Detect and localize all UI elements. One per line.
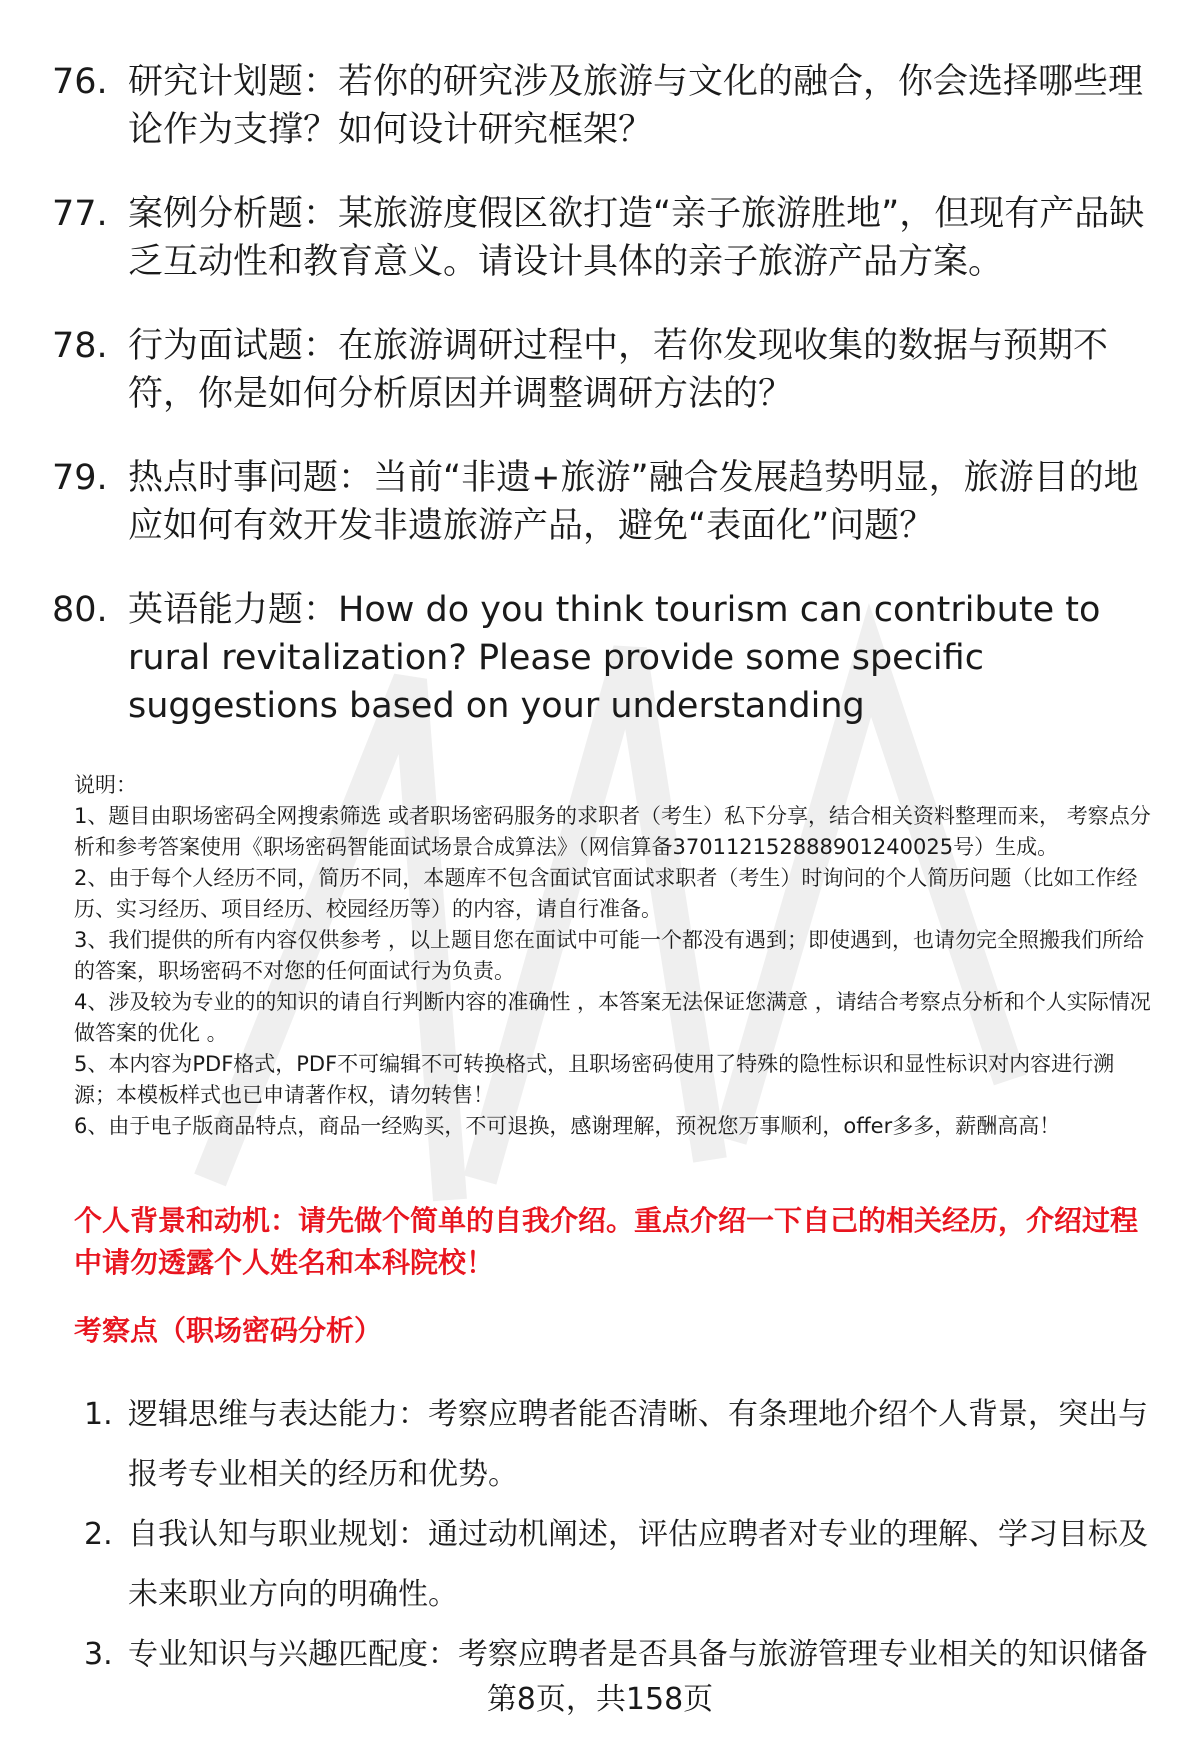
point-item <box>84 1505 1164 1625</box>
question-number: 79. <box>52 458 108 498</box>
question-list <box>52 58 1152 766</box>
point-number: 3. <box>84 1637 113 1672</box>
question-number: 80. <box>52 590 108 630</box>
note-item: 2、由于每个人经历不同，简历不同，本题库不包含面试官面试求职者（考生）时询问的个人简历问题（比如工作经历、实习经历、项目经历、校园经历等）的内容，请自行准备。 <box>74 866 1138 921</box>
question-item <box>52 58 1152 154</box>
question-number: 76. <box>52 62 108 102</box>
page-footer: 第8页，共158页 <box>486 1682 714 1717</box>
point-number: 1. <box>84 1397 113 1432</box>
question-item <box>52 322 1152 418</box>
section-title: 个人背景和动机：请先做个简单的自我介绍。重点介绍一下自己的相关经历，介绍过程中请勿透露个人姓名和本科院校！ <box>74 1204 1139 1279</box>
question-text: 英语能力题：How do you think tourism can contribute to rural revitalization? Please provide some specific suggestions based on your understanding <box>128 590 1101 726</box>
note-item: 6、由于电子版商品特点，商品一经购买，不可退换，感谢理解，预祝您万事顺利，offer多多，薪酬高高！ <box>74 1114 1061 1138</box>
notes-heading: 说明： <box>74 773 137 797</box>
question-item <box>52 190 1152 286</box>
question-text: 案例分析题：某旅游度假区欲打造“亲子旅游胜地”，但现有产品缺乏互动性和教育意义。请设计具体的亲子旅游产品方案。 <box>128 194 1145 282</box>
question-number: 77. <box>52 194 108 234</box>
question-text: 热点时事问题：当前“非遗+旅游”融合发展趋势明显，旅游目的地应如何有效开发非遗旅游产品，避免“表面化”问题？ <box>128 458 1139 546</box>
question-number: 78. <box>52 326 108 366</box>
notes-section <box>74 770 1154 1142</box>
question-item <box>52 586 1152 730</box>
note-item: 5、本内容为PDF格式，PDF不可编辑不可转换格式，且职场密码使用了特殊的隐性标识和显性标识对内容进行溯源；本模板样式也已申请著作权，请勿转售！ <box>74 1052 1115 1107</box>
question-item <box>52 454 1152 550</box>
point-number: 2. <box>84 1517 113 1552</box>
note-item: 4、涉及较为专业的的知识的请自行判断内容的准确性 ，本答案无法保证您满意 ，请结合考察点分析和个人实际情况做答案的优化 。 <box>74 990 1151 1045</box>
points-list <box>84 1385 1164 1685</box>
note-item: 1、题目由职场密码全网搜索筛选 或者职场密码服务的求职者（考生）私下分享，结合相关资料整理而来， 考察点分析和参考答案使用《职场密码智能面试场景合成算法》（网信算备370112152888901240025号）生成。 <box>74 804 1151 859</box>
subsection-title: 考察点（职场密码分析） <box>74 1314 383 1347</box>
note-item: 3、我们提供的所有内容仅供参考 ，以上题目您在面试中可能一个都没有遇到；即使遇到，也请勿完全照搬我们所给的答案，职场密码不对您的任何面试行为负责。 <box>74 928 1145 983</box>
point-item <box>84 1385 1164 1505</box>
question-text: 行为面试题：在旅游调研过程中，若你发现收集的数据与预期不符，你是如何分析原因并调整调研方法的？ <box>128 326 1109 414</box>
question-text: 研究计划题：若你的研究涉及旅游与文化的融合，你会选择哪些理论作为支撑？如何设计研究框架？ <box>128 62 1144 150</box>
point-text: 逻辑思维与表达能力：考察应聘者能否清晰、有条理地介绍个人背景，突出与报考专业相关的经历和优势。 <box>128 1397 1148 1492</box>
point-text: 自我认知与职业规划：通过动机阐述，评估应聘者对专业的理解、学习目标及未来职业方向的明确性。 <box>128 1517 1148 1612</box>
point-item <box>84 1625 1164 1685</box>
point-text: 专业知识与兴趣匹配度：考察应聘者是否具备与旅游管理专业相关的知识储备 <box>128 1637 1148 1672</box>
